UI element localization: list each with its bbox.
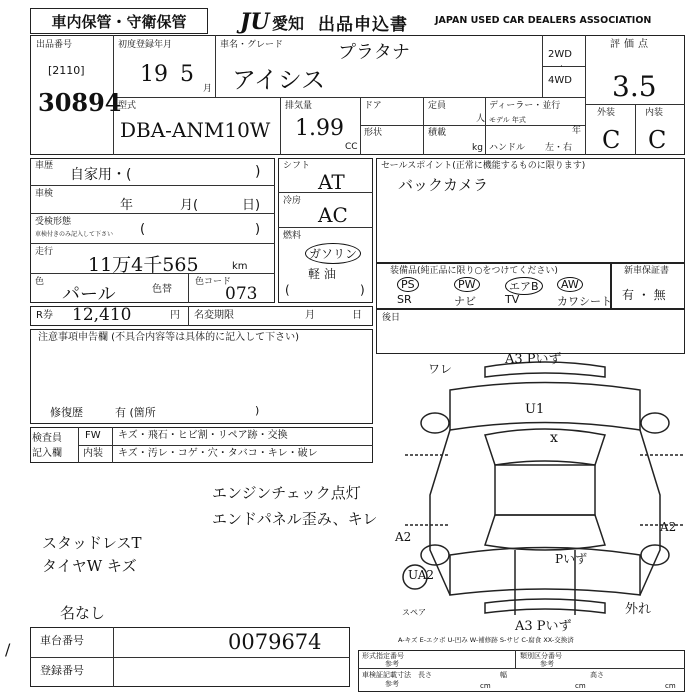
drive-4wd: 4WD [548, 75, 572, 86]
mark-ua2: UA2 [408, 568, 435, 582]
rating-exterior: C [602, 126, 621, 154]
first-reg-label: 初度登録年月 [118, 40, 173, 50]
first-reg-month-unit: 月 [203, 84, 213, 94]
color-value: パール [62, 284, 116, 305]
year-unit: 年 [572, 126, 582, 136]
registration-label: 登録番号 [40, 664, 84, 677]
rating-label: 評価点 [610, 39, 652, 50]
inspector-label: 検査員 記入欄 [32, 433, 62, 459]
equipment-item: カワシート [557, 295, 612, 308]
fuel-gasoline: ガソリン [305, 243, 361, 264]
change-label: 名変期限 [194, 310, 234, 321]
fuel-label: 燃料 [283, 231, 302, 241]
displacement-label: 排気量 [285, 101, 313, 111]
mark-pai: Pいず [555, 552, 588, 566]
color-code-label: 色コード [195, 277, 232, 287]
sales-point-label: セールスポイント(正常に機能するものに限ります) [381, 161, 586, 171]
note-name: 名なし [60, 604, 106, 622]
color-swap-label: 色替 [152, 284, 172, 295]
handle-options: 左・右 [545, 143, 573, 153]
type-label: 形式指定番号 [362, 652, 404, 660]
model-code: DBA-ANM10W [120, 118, 271, 142]
fuel-open: ( [285, 283, 290, 297]
equipment-item: PS [397, 277, 419, 292]
mark-x: x [550, 430, 558, 446]
legend: A-キズ E-エクボ U-凹み W-補修跡 S-サビ C-腐食 XX-交換済 [398, 636, 574, 644]
model-code-label: 型式 [118, 101, 137, 111]
change-day: 日 [352, 310, 362, 321]
cc-unit: CC [345, 142, 358, 152]
fw-label: FW [85, 430, 101, 441]
sales-point-value: バックカメラ [398, 176, 489, 194]
lot-label: 出品番号 [36, 40, 73, 50]
ju-logo: JU [240, 9, 270, 35]
model-grade: プラタナ [338, 42, 410, 63]
dim-height-unit: cm [665, 682, 676, 690]
note-tire: タイヤW キズ [42, 557, 137, 575]
model-year-label: モデル 年式 [489, 116, 526, 124]
history-close: ) [255, 164, 261, 180]
storage-label-box [30, 8, 208, 34]
fuel-close: ) [360, 283, 365, 297]
rating-score: 3.5 [612, 70, 657, 103]
receipt-close: ) [255, 222, 261, 237]
later-label: 後日 [382, 313, 401, 323]
recycle-label: R券 [36, 310, 53, 321]
fw-items: キズ・飛石・ヒビ割・リペア跡・交換 [118, 430, 288, 441]
repair-label: 修復歴 [50, 406, 83, 419]
kg-unit: kg [472, 143, 483, 153]
type-ref: 参考 [385, 660, 399, 668]
mark-u1: U1 [525, 402, 545, 417]
receipt-open: ( [140, 222, 146, 237]
model-name-label: 車名・グレード [220, 40, 284, 50]
rating-interior-label: 内装 [645, 108, 664, 118]
shift-value: AT [318, 170, 345, 194]
storage-label: 車内保管・守衛保管 [51, 12, 187, 31]
equipment-item: TV [505, 293, 520, 306]
class-label: 類別区分番号 [520, 652, 562, 660]
warranty-options: 有 ・ 無 [622, 288, 666, 302]
repair-close: ) [255, 404, 260, 417]
drive-2wd: 2WD [548, 49, 572, 60]
capacity-unit: 人 [476, 114, 486, 124]
handle-label: ハンドル [489, 143, 526, 153]
receipt-label: 受検形態 [35, 217, 72, 227]
drive-dot: · [560, 62, 563, 72]
mark-a3-bottom: A3 Pいず [515, 619, 572, 634]
association-en: JAPAN USED CAR DEALERS ASSOCIATION [435, 15, 652, 26]
dimension-label: 車検証記載寸法 [362, 671, 411, 679]
interior-items: キズ・汚レ・コゲ・穴・タバコ・キレ・破レ [118, 448, 318, 459]
chassis-label: 車台番号 [40, 634, 84, 647]
class-ref: 参考 [540, 660, 554, 668]
dim-length: 長さ [418, 671, 432, 679]
mileage-label: 走行 [35, 247, 54, 257]
first-reg-year: 19 [140, 62, 168, 87]
mark-a3-top: A3 Pいず [505, 352, 562, 367]
shape-label: 形状 [364, 128, 383, 138]
recycle-value: 12,410 [72, 305, 132, 325]
lot-number: 30894 [38, 88, 122, 117]
equipment-item: PW [454, 277, 480, 292]
equipment-item: SR [397, 293, 412, 306]
inspection-day: 日) [242, 198, 261, 213]
warranty-label: 新車保証書 [624, 266, 670, 276]
door-label: ドア [364, 101, 382, 111]
interior-inspect-label: 内装 [83, 448, 103, 459]
color-code: 073 [225, 284, 258, 304]
inspection-year: 年 [120, 198, 134, 213]
ac-label: 冷房 [283, 196, 302, 206]
mark-spare: スペア [402, 608, 426, 617]
ac-value: AC [318, 203, 348, 227]
note-engine: エンジンチェック点灯 [212, 484, 361, 502]
dim-ref: 参考 [385, 680, 399, 688]
note-studless: スタッドレスT [42, 534, 142, 552]
equipment-item: AW [557, 277, 583, 292]
dim-height: 高さ [590, 671, 604, 679]
association-jp: 愛知 [272, 14, 305, 33]
repair-value: 有 (箇所 [115, 406, 156, 419]
capacity-label: 定員 [428, 101, 447, 111]
history-label: 車歴 [35, 161, 54, 171]
mark-wrong: 外れ [625, 602, 652, 617]
equipment-label: 装備品(純正品に限り○をつけてください) [390, 266, 558, 276]
recycle-unit: 円 [170, 310, 180, 321]
inspection-month: 月( [180, 198, 199, 213]
shift-label: シフト [283, 161, 311, 171]
mileage-value: 11万4千565 [88, 254, 199, 276]
chassis-value: 0079674 [228, 630, 322, 654]
dim-width: 幅 [500, 671, 507, 679]
equipment-item: エアB [505, 277, 543, 295]
change-month: 月 [305, 310, 315, 321]
color-label: 色 [35, 277, 45, 287]
notes-label: 注意事項申告欄 (不具合内容等は具体的に記入して下さい) [38, 332, 299, 343]
receipt-note: 車検付きのみ記入して下さい [35, 231, 114, 238]
equipment-item: ナビ [454, 295, 476, 308]
rating-interior: C [648, 126, 667, 154]
dealer-label: ディーラー・並行 [489, 101, 561, 111]
left-mark: / [5, 640, 11, 659]
rating-exterior-label: 外装 [597, 108, 616, 118]
inspection-label: 車検 [35, 189, 54, 199]
displacement: 1.99 [295, 116, 344, 141]
mileage-unit: km [232, 261, 248, 272]
mark-a2-right: A2 [660, 520, 677, 534]
first-reg-month: 5 [180, 62, 194, 87]
fuel-diesel: 軽 油 [308, 267, 336, 281]
history-value: 自家用・( [70, 167, 132, 183]
dim-width-unit: cm [575, 682, 586, 690]
form-title: 出品申込書 [318, 15, 408, 35]
model-name: アイシス [232, 66, 326, 94]
load-label: 積載 [428, 128, 447, 138]
dim-length-unit: cm [480, 682, 491, 690]
mark-a2-left: A2 [395, 530, 412, 544]
lot-sub: [2110] [48, 64, 85, 77]
mark-wa: ワレ [428, 362, 453, 376]
note-panel: エンドパネル歪み、キレ [212, 510, 378, 528]
